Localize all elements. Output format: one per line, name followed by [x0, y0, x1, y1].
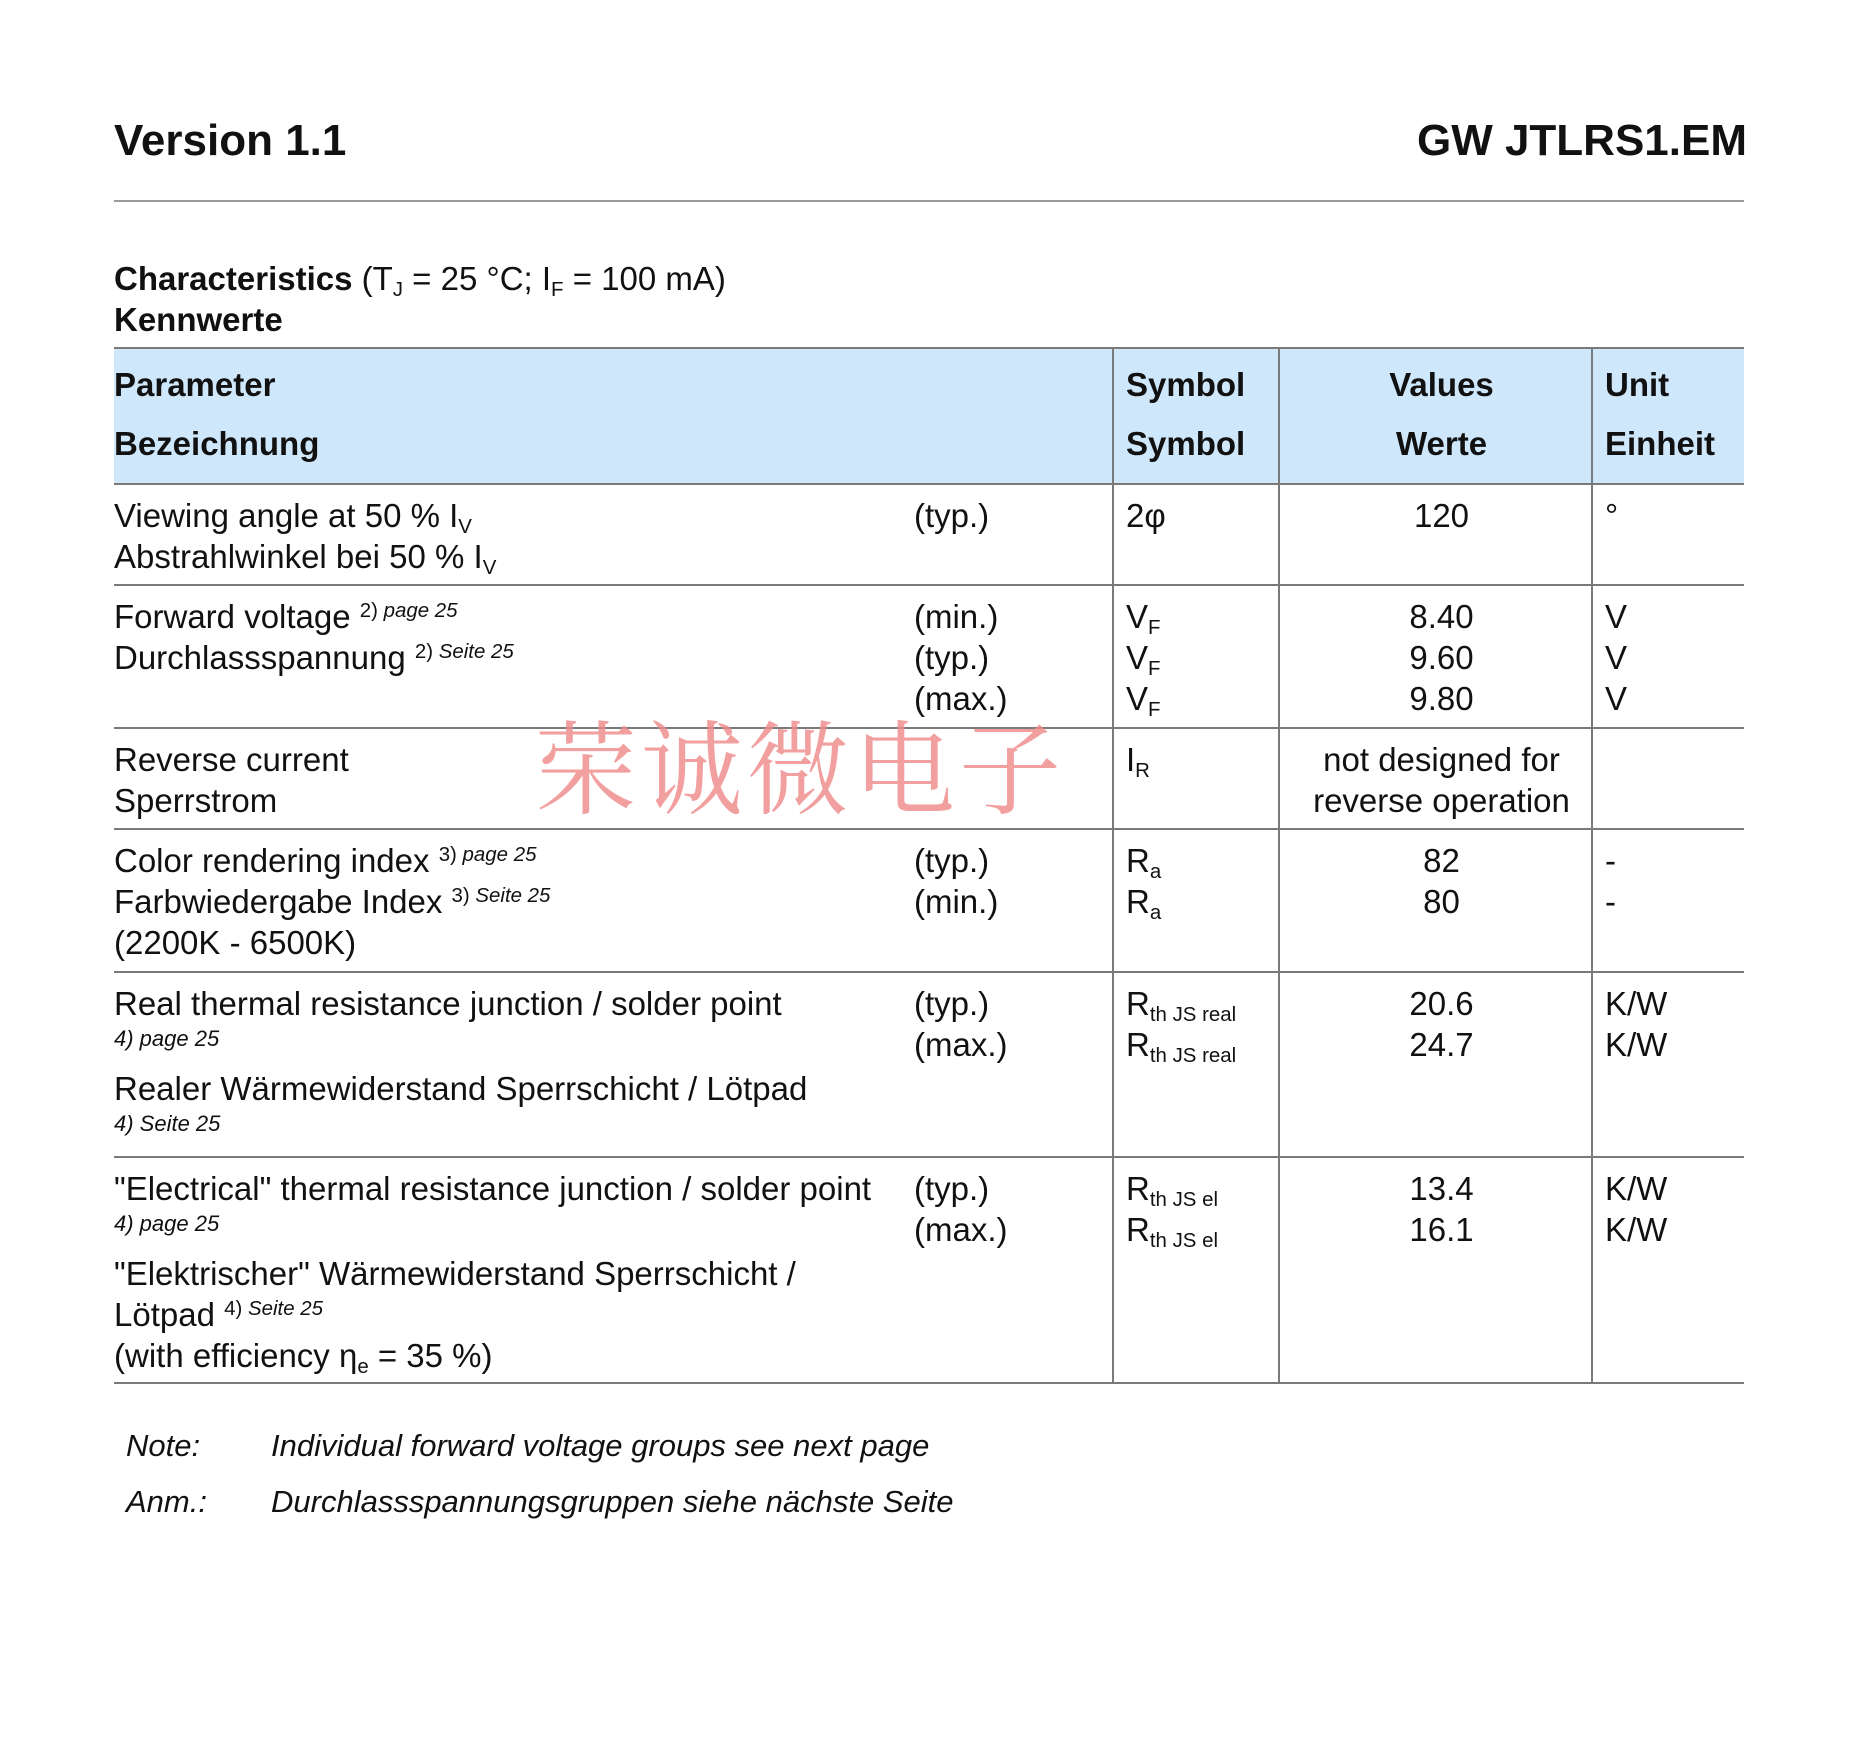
value-cell: 20.6 24.7 — [1279, 972, 1592, 1157]
section-title-line — [114, 258, 726, 302]
section-title: Characteristics — [114, 260, 353, 297]
symbol-cell: $V_F$ $V_F$ $V_F$ — [1113, 585, 1279, 728]
header-symbol: Symbol Symbol — [1113, 348, 1279, 484]
table-row — [114, 829, 1744, 972]
watermark: 荣诚微电子 — [535, 712, 1065, 831]
parameter-cell: Color rendering index $^{3) page 25}$ Farbwiedergabe Index $^{3) Seite 25}$ (2200K - 6500K) — [114, 842, 551, 961]
note-line: Note: Individual forward voltage groups see next page — [126, 1428, 930, 1463]
table-header-row — [114, 348, 1744, 484]
parameter-cell: Reverse current Sperrstrom — [114, 741, 349, 819]
value-cell: 82 80 — [1279, 829, 1592, 972]
condition-cell: (typ.) — [914, 497, 990, 534]
header-unit: Unit Einheit — [1592, 348, 1744, 484]
unit-cell: V V V — [1592, 585, 1744, 728]
header-values: Values Werte — [1279, 348, 1592, 484]
condition-cell: (typ.) (max.) — [914, 985, 1008, 1063]
condition-cell — [914, 728, 1113, 829]
condition-cell: (typ.) (min.) — [914, 842, 999, 920]
value-cell: 120 — [1279, 484, 1592, 585]
parameter-cell: "Electrical" thermal resistance junction / solder point 4) page 25 "Elektrischer" Wärmewiderstand Sperrschicht / Lötpad $^{4) Seite 25}$ (with efficiency $\eta_e = 35$ %) — [114, 1170, 872, 1379]
table-row — [114, 484, 1744, 585]
value-cell: not designed for reverse operation — [1279, 728, 1592, 829]
symbol-cell: $I_R$ — [1113, 728, 1279, 829]
section-heading — [114, 258, 726, 340]
table-row — [114, 1157, 1744, 1383]
condition-cell: (typ.) (max.) — [914, 1170, 1008, 1248]
condition-cell: (min.) (typ.) (max.) — [914, 598, 1008, 717]
header-divider — [114, 200, 1744, 202]
unit-cell: K/W K/W — [1592, 972, 1744, 1157]
unit-cell: K/W K/W — [1592, 1157, 1744, 1383]
header-parameter: Parameter Bezeichnung — [114, 348, 914, 484]
parameter-cell: Forward voltage $^{2) page 25}$ Durchlassspannung $^{2) Seite 25}$ — [114, 598, 514, 676]
section-subtitle: Kennwerte — [114, 301, 283, 338]
characteristics-table — [114, 347, 1744, 1384]
table-row — [114, 972, 1744, 1157]
parameter-cell: Real thermal resistance junction / solder point 4) page 25 Realer Wärmewiderstand Sperrschicht / Lötpad 4) Seite 25 — [114, 985, 808, 1136]
symbol-cell: $R_{th JS el}$ $R_{th JS el}$ — [1113, 1157, 1279, 1383]
value-cell: 8.40 9.60 9.80 — [1279, 585, 1592, 728]
unit-cell: ° — [1592, 484, 1744, 585]
symbol-cell: 2φ — [1113, 484, 1279, 585]
table-row — [114, 585, 1744, 728]
document-version: Version 1.1 — [114, 116, 347, 165]
parameter-cell: Viewing angle at 50 % $I_V$ Abstrahlwinkel bei 50 % $I_V$ — [114, 497, 497, 580]
symbol-cell: $R_a$ $R_a$ — [1113, 829, 1279, 972]
value-cell: 13.4 16.1 — [1279, 1157, 1592, 1383]
unit-cell — [1592, 728, 1744, 829]
header-condition — [914, 348, 1113, 484]
table-row — [114, 728, 1744, 829]
symbol-cell: $R_{th JS real}$ $R_{th JS real}$ — [1113, 972, 1279, 1157]
part-number: GW JTLRS1.EM — [1416, 116, 1747, 165]
section-conditions: ($T_J = 25$ °C; $I_F = 100$ mA) — [361, 260, 726, 302]
note-line: Anm.: Durchlassspannungsgruppen siehe nächste Seite — [126, 1484, 954, 1519]
notes-block — [126, 1418, 953, 1530]
unit-cell: - - — [1592, 829, 1744, 972]
